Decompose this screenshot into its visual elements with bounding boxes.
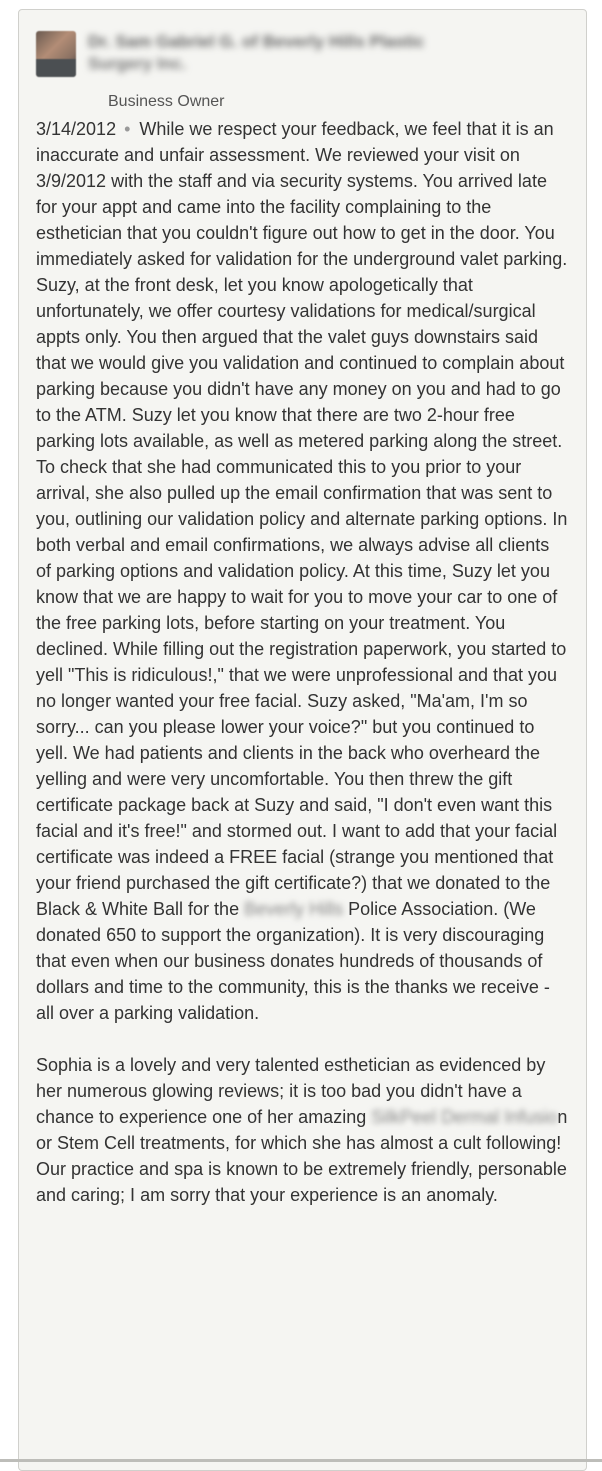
owner-avatar[interactable] — [36, 31, 76, 77]
response-paragraph — [36, 116, 568, 1026]
bullet-separator: • — [124, 119, 131, 139]
response-text: While we respect your feedback, we feel that it is an inaccurate and unfair assessment. We reviewed your visit on 3/9/2012 with the staff and via security systems. You arrived late for your appt and came into the facility complaining to the esthetician that you couldn't figure out how to get in the door. You immediately asked for validation for the underground valet parking. Suzy, at the front desk, let you know apologetically that unfortunately, we offer courtesy validations for medical/surgical appts only. You then argued that the valet guys downstairs said that we would give you validation and continued to complain about parking because you didn't have any money on you and had to go to the ATM. Suzy let you know that there are two 2-hour free parking lots available, as well as metered parking along the street. To check that she had communicated this to you prior to your arrival, she also pulled up the email confirmation that was sent to you, outlining our validation policy and alternate parking options. In both verbal and email confirmations, we always advise all clients of parking options and validation policy. At this time, Suzy let you know that we are happy to wait for you to move your car to one of the free parking lots, before starting on your treatment. You declined. While filling out the registration paperwork, you started to yell "This is ridiculous!," that we were unprofessional and that you no longer wanted your free facial. Suzy asked, "Ma'am, I'm so sorry... can you please lower your voice?" but you continued to yell. We had patients and clients in the back who overheard the yelling and were very uncomfortable. You then threw the gift certificate package back at Suzy and said, "I don't even want this facial and it's free!" and stormed out. I want to add that your facial certificate was indeed a FREE facial (strange you mentioned that your friend purchased the gift certificate?) that we donated to the Black & White Ball for the — [36, 119, 568, 919]
response-date: 3/14/2012 — [36, 119, 117, 139]
owner-header — [36, 31, 566, 110]
owner-response-card — [18, 9, 587, 1471]
response-body — [36, 116, 568, 1208]
response-text: n or Stem Cell treatments, for which she has almost a cult following! Our practice and spa is known to be extremely friendly, personable and caring; I am sorry that your experience is an anomaly. — [36, 1107, 568, 1205]
redacted-text: SilkPeel Dermal Infusio — [371, 1107, 558, 1127]
owner-name-link[interactable]: Dr. Sam Gabriel G. of Beverly Hills Plastic — [88, 32, 425, 51]
owner-role-label: Business Owner — [108, 93, 225, 110]
owner-name-link-continued[interactable]: Surgery Inc. — [88, 54, 187, 73]
redacted-text: Beverly Hills — [244, 899, 344, 919]
response-text: Sophia is a lovely and very talented esthetician as evidenced by her numerous glowing reviews; it is too bad you didn't have a chance to experience one of her amazing — [36, 1055, 546, 1127]
response-text: Police Association. (We donated 650 to support the organization). It is very discouraging that even when our business donates hundreds of thousands of dollars and time to the community, this is the thanks we receive - all over a parking validation. — [36, 899, 550, 1023]
response-paragraph — [36, 1052, 568, 1208]
